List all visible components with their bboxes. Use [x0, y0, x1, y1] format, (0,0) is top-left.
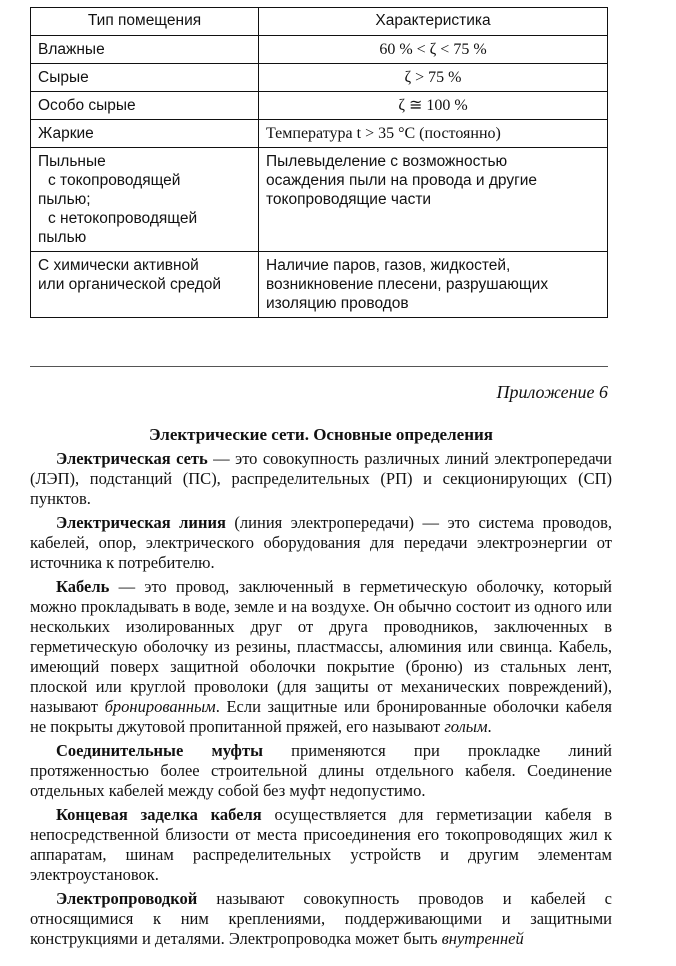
- paragraph-text: называют совокупность проводов и кабелей с относящимися к ним креплениями, поддерживающими и защитными конструкциями и деталями. Электропроводка может быть: [30, 889, 612, 948]
- paragraph-text: применяются при прокладке линий протяженностью более строительной длины отдельного кабеля. Соединение отдельных кабелей между собой без муфт недопустимо.: [30, 741, 612, 800]
- paragraph: [30, 889, 612, 949]
- emphasis: бронированным: [104, 697, 216, 716]
- room-type-line: С химически активной: [38, 257, 199, 274]
- table-row: [31, 36, 608, 64]
- paragraph-text: осуществляется для герметизации кабеля в непосредственной близости от места присоединения его токопроводящих жил к аппаратам, шинам распределительных устройств и другим элементам электроустановок.: [30, 805, 612, 884]
- table-header-row: [31, 8, 608, 36]
- term: Электропроводкой: [56, 889, 198, 908]
- characteristic-line: токопроводящие части: [266, 191, 432, 208]
- characteristic-line: Наличие паров, газов, жидкостей,: [266, 257, 511, 274]
- room-types-table: [30, 7, 608, 318]
- characteristic-cell: [259, 252, 608, 318]
- appendix-label: Приложение 6: [496, 382, 608, 402]
- table-row: [31, 64, 608, 92]
- term: Электрическая линия: [56, 513, 226, 532]
- room-type-cell: [31, 252, 259, 318]
- characteristic-cell: Температура t > 35 °С (постоянно): [259, 120, 608, 148]
- paragraph: [30, 513, 612, 573]
- room-type-line: пылью;: [38, 191, 91, 208]
- room-type-line: с нетокопроводящей: [48, 210, 198, 227]
- characteristic-line: осаждения пыли на провода и другие: [266, 172, 538, 189]
- paragraph: [30, 805, 612, 885]
- term: Электрическая сеть: [56, 449, 208, 468]
- header-room-type: Тип помещения: [31, 8, 259, 36]
- term: Кабель: [56, 577, 110, 596]
- room-type-line: с токопроводящей: [48, 172, 181, 189]
- table-row: [31, 92, 608, 120]
- characteristic-cell: [259, 148, 608, 252]
- paragraph-text: — это совокупность различных линий электропередачи (ЛЭП), подстанций (ПС), распределительных (РП) и секционирующих (СП) пунктов.: [30, 449, 612, 508]
- characteristic-cell: ζ > 75 %: [259, 64, 608, 92]
- header-characteristic: Характеристика: [259, 8, 608, 36]
- room-type-cell: Сырые: [31, 64, 259, 92]
- paragraph: [30, 741, 612, 801]
- paragraph: [30, 449, 612, 509]
- characteristic-line: изоляцию проводов: [266, 295, 409, 312]
- characteristic-cell: ζ ≅ 100 %: [259, 92, 608, 120]
- body-text: [30, 449, 612, 953]
- paragraph-text: (линия электропередачи) — это система проводов, кабелей, опор, электрического оборудования для передачи электроэнергии от источника к потребителю.: [30, 513, 613, 572]
- section-title: Электрические сети. Основные определения: [149, 425, 493, 444]
- room-type-cell: Особо сырые: [31, 92, 259, 120]
- paragraph-text: . Если защитные или бронированные оболочки кабеля не покрыты джутовой пропитанной пряжей, его называют: [30, 697, 612, 736]
- characteristic-line: возникновение плесени, разрушающих: [266, 276, 549, 293]
- table-row: [31, 252, 608, 318]
- paragraph-text: — это провод, заключенный в герметическую оболочку, который можно прокладывать в воде, земле и на воздухе. Он обычно состоит из одного или нескольких изолированных друг от друга проводников, заключенных в герметическую оболочку из резины, пластмассы, алюминия или свинца. Кабель, имеющий поверх защитной оболочки покрытие (броню) из стальных лент, плоской или круглой проволоки (для защиты от механических повреждений), называют: [30, 577, 612, 716]
- room-type-cell: [31, 148, 259, 252]
- emphasis: голым: [444, 717, 488, 736]
- table-row: [31, 120, 608, 148]
- table-row: [31, 148, 608, 252]
- term: Концевая заделка кабеля: [56, 805, 262, 824]
- room-type-cell: Жаркие: [31, 120, 259, 148]
- room-type-line: пылью: [38, 229, 87, 246]
- characteristic-cell: 60 % < ζ < 75 %: [259, 36, 608, 64]
- emphasis: внутренней: [441, 929, 524, 948]
- room-type-line: Пыльные: [38, 153, 106, 170]
- term: Соединительные муфты: [56, 741, 263, 760]
- paragraph-text: .: [487, 717, 492, 736]
- room-type-line: или органической средой: [38, 276, 222, 293]
- table-bottom-rule: [30, 366, 608, 367]
- characteristic-line: Пылевыделение с возможностью: [266, 153, 508, 170]
- paragraph: [30, 577, 612, 737]
- room-type-cell: Влажные: [31, 36, 259, 64]
